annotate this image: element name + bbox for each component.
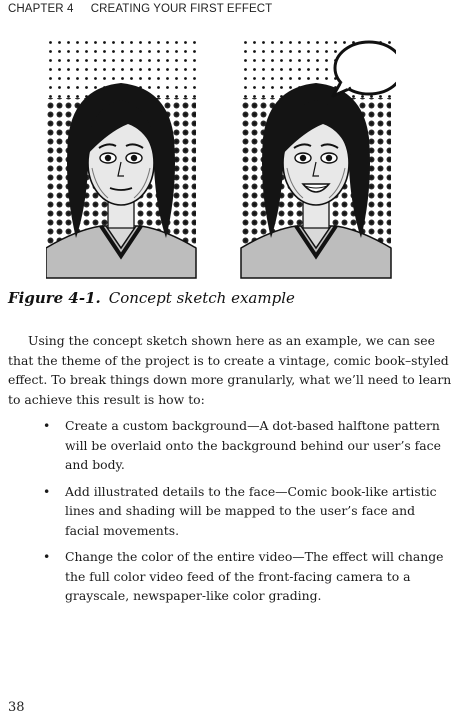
figure-caption-text: Concept sketch example: [108, 289, 295, 307]
concept-sketch-figure: [46, 38, 396, 283]
page-number: 38: [8, 700, 25, 715]
list-item: [8, 416, 448, 475]
smiling-face-panel: [241, 38, 396, 278]
list-item: [8, 482, 448, 541]
bullet-icon: •: [43, 549, 51, 564]
list-item: [8, 547, 448, 606]
figure-number: Figure 4-1.: [8, 289, 101, 307]
list-item-text: Create a custom background—A dot-based halftone pattern will be overlaid onto the background behind our user’s face and body.: [65, 418, 441, 472]
bullet-icon: •: [43, 483, 51, 499]
chapter-title: CREATING YOUR FIRST EFFECT: [90, 3, 273, 15]
list-item-text: Change the color of the entire video—The effect will change the full color video feed of the front-facing camera to a grayscale, newspaper-like color grading.: [65, 549, 444, 603]
body-paragraph: [8, 331, 456, 409]
bullet-list: [8, 416, 448, 613]
neutral-face-panel: [46, 38, 196, 278]
list-item-text: Add illustrated details to the face—Comic book-like artistic lines and shading will be mapped to the user’s face and facial movements.: [65, 483, 437, 538]
running-header: [8, 3, 272, 15]
paragraph-text: Using the concept sketch shown here as an example, we can see that the theme of the project is to create a vintage, comic book–styled effect. To break things down more granularly, what we’ll need to learn to achieve this result is how to:: [8, 333, 452, 407]
chapter-label: CHAPTER 4: [8, 3, 74, 15]
figure-caption: [8, 289, 295, 307]
bullet-icon: •: [43, 418, 51, 433]
